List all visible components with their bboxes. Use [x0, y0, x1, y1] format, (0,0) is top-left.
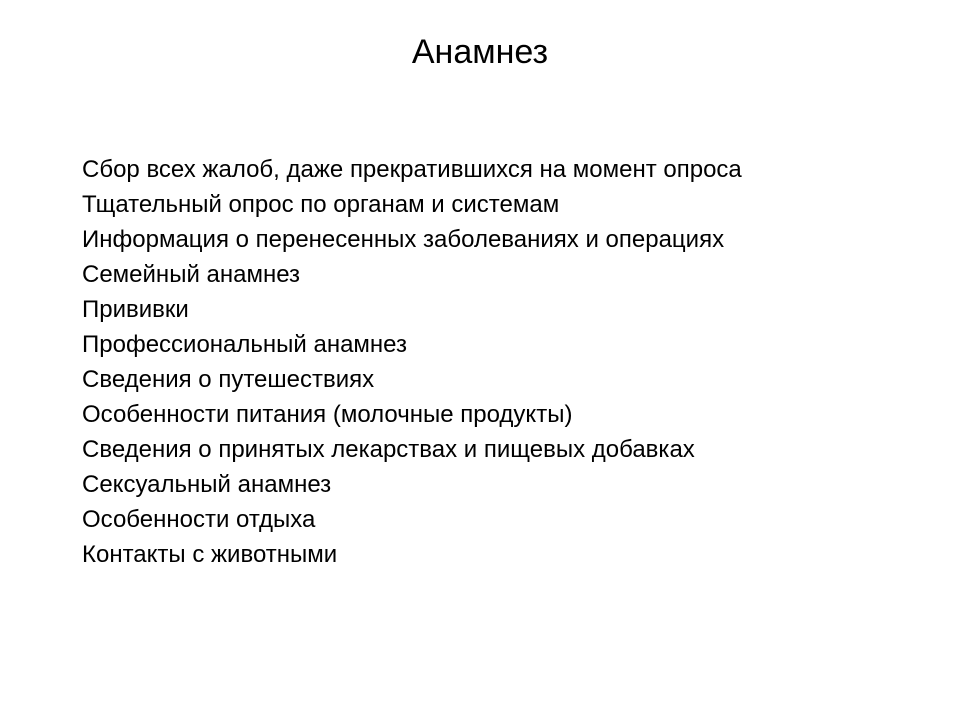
list-item: Особенности питания (молочные продукты): [82, 401, 573, 428]
list-item: Сбор всех жалоб, даже прекратившихся на момент опроса: [82, 156, 742, 183]
slide-title: Анамнез: [411, 33, 549, 71]
list-item: Особенности отдыха: [82, 506, 316, 533]
list-item: Сексуальный анамнез: [82, 471, 332, 498]
list-item: Прививки: [82, 296, 189, 323]
list-item: Тщательный опрос по органам и системам: [82, 191, 560, 218]
list-item: Профессиональный анамнез: [82, 331, 408, 358]
anamnesis-list: [82, 152, 922, 572]
list-item: Сведения о путешествиях: [82, 366, 375, 393]
list-item: Информация о перенесенных заболеваниях и операциях: [82, 226, 725, 253]
list-item: Сведения о принятых лекарствах и пищевых добавках: [82, 436, 695, 463]
list-item: Семейный анамнез: [82, 261, 301, 288]
list-item: Контакты с животными: [82, 541, 338, 568]
